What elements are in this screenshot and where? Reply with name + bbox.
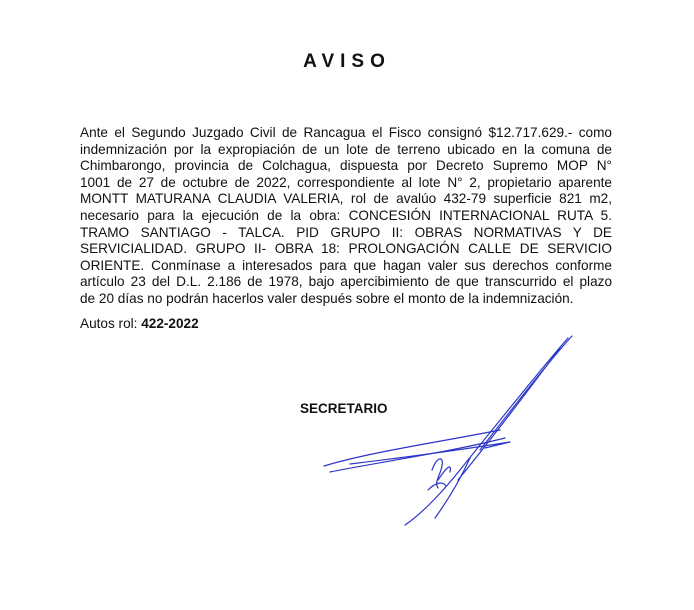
case-number-label: Autos rol:	[80, 316, 142, 331]
notice-body	[80, 125, 612, 308]
notice-line: indemnización por la expropiación de un lote de terreno ubicado en la comuna de	[80, 141, 612, 157]
notice-line: ORIENTE. Conmínase a interesados para que hagan valer sus derechos conforme	[80, 257, 612, 273]
handwritten-signature	[310, 330, 600, 530]
signer-title: SECRETARIO	[300, 401, 388, 416]
notice-line: Ante el Segundo Juzgado Civil de Rancagua el Fisco consignó $12.717.629.- como	[80, 125, 612, 140]
notice-line: artículo 23 del D.L. 2.186 de 1978, bajo apercibimiento de que transcurrido el plazo	[80, 274, 612, 290]
notice-line: SERVICIALIDAD. GRUPO II- OBRA 18: PROLONGACIÓN CALLE DE SERVICIO	[80, 241, 612, 257]
notice-line: MONTT MATURANA CLAUDIA VALERIA, rol de avalúo 432-79 superficie 821 m2,	[80, 191, 612, 207]
notice-line: necesario para la ejecución de la obra: CONCESIÓN INTERNACIONAL RUTA 5.	[80, 207, 612, 223]
case-number-value: 422-2022	[141, 316, 199, 331]
notice-title: AVISO	[303, 51, 391, 72]
notice-line: Chimbarongo, provincia de Colchagua, dispuesta por Decreto Supremo MOP N°	[80, 158, 612, 174]
case-number	[80, 316, 199, 331]
notice-line: TRAMO SANTIAGO - TALCA. PID GRUPO II: OBRAS NORMATIVAS Y DE	[80, 224, 612, 240]
notice-line: 1001 de 27 de octubre de 2022, correspondiente al lote N° 2, propietario aparente	[80, 174, 612, 190]
notice-line: de 20 días no podrán hacerlos valer después sobre el monto de la indemnización.	[80, 290, 574, 306]
